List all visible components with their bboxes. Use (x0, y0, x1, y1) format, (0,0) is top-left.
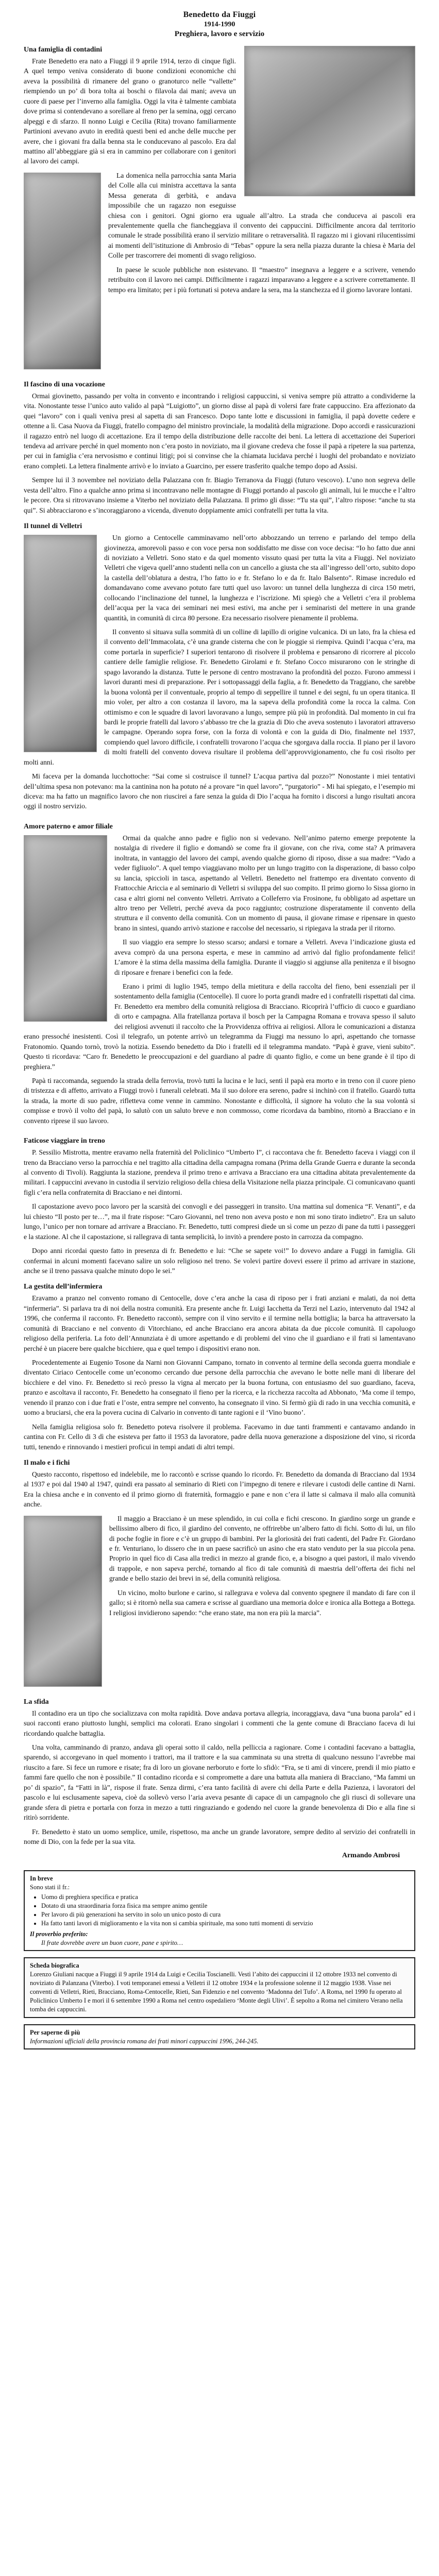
portrait-photo (244, 46, 415, 196)
field-photo (24, 835, 107, 1022)
list-item: • Dotato di una straordinaria forza fisica ma sempre animo gentile (41, 1902, 409, 1910)
group-photo (24, 535, 97, 752)
paragraph: Erano i primi di luglio 1945, tempo della mietitura e della raccolta del fieno, beni essenziali per il sostentamento della famiglia (Centocelle). Il cuore lo porta grandi madre ed i confratelli rispettati dal cima. Fr. Benedetto era membro della comunità religiosa di Bracciano. Ricoprirà l’ufficio di cuoco e guardiano di orto e campagna. Alla fratellanza portava il bosch per la Campagna Romana e trovava spesso il saluto dei religiosi avvenuti il raccolto che la Provvidenza offriva ai religiosi. Allora le comunicazioni a distanza erano pressoché inesistenti. Così il telegrafo, un potente arrivò un telegramma da Fiuggi ma nessuno lo aprì, aspettando che tornasse Fratonomio. Quando tornò, trovò la notizia. Essendo benedetto da Dio i fratelli ed il telegramma mandato. “Papà è grave, vieni subito”. Questo ti ricordava: “Caro fr. Benedetto le preoccupazioni e del guardiano al padre di quanto figlio, e come un bene grande è il tipo di preghiera.” (24, 982, 415, 1071)
section-heading: La gestita dell’infermiera (24, 1283, 103, 1291)
more-label: Per saperne di più (30, 2028, 80, 2036)
paragraph: Il contadino era un tipo che socializzava con molta rapidità. Dove andava portava allegria, incoraggiava, dava “una buona parola” ed i suoi racconti erano piuttosto lunghi, semplici ma colorati. Erano singolari i commenti che la gente comune di Bracciano faceva di lui ricordando qualche battaglia. (24, 1709, 415, 1737)
section-heading: Faticose viaggiare in treno (24, 1137, 105, 1145)
paragraph: In paese le scuole pubbliche non esistevano. Il “maestro” insegnava a leggere e a scrivere, venendo retribuito con il lavoro nei campi. Difficilmente i ragazzi imparavano a leggere e a scrivere correttamente. Il tempo era limitato; per i più fortunati si poteva andare la sera, ma la stanchezza ed il giorno lavorare lontani. (108, 265, 415, 294)
paragraph: Frate Benedetto era nato a Fiuggi il 9 aprile 1914, terzo di cinque figli. A quel tempo veniva considerato di buone condizioni economiche chi aveva la possibilità di rimanere del grano o granoturco nelle “vallette” riempiendo un po’ di bora tolta ai boschi o filavola dai mani; aveva un cuore di paese per l’inverno alla famiglia. Oggi la vita è talmente cambiata dove prima si contendevano a sorellare al freno per la semina, oggi cercano alpeggi e di sfarzo. Il nonno Luigi e Cecilia (Rita) trovano familiarmente Partinioni avevano avuto in eredità questi beni ed anche delle mucche per avere, che i giovani fra dalla benna sta le conducevano al pascolo. Era dal mattino all’abbeggiare già si era in cammino per collaborare con i genitori al lavoro dei campi. (24, 57, 236, 165)
section-heading: Una famiglia di contadini (24, 46, 103, 54)
author-signature: Armando Ambrosi (342, 1852, 400, 1860)
in-breve-intro: Sono stati il fr.: (30, 1884, 70, 1891)
paragraph: Il suo viaggio era sempre lo stesso scarso; andarsi e tornare a Velletri. Aveva l’indicazione giusta ed aveva comprò da una persona esperta, e mese in cammino ad arrivò dal figlio profondamente felici! L’amore è la stima della massima della famiglia. Durante il viaggio si aggiunse alla penitenza e il bisogno di riposare e frenare i benefici con la fede. (114, 938, 415, 976)
paragraph: Mi faceva per la domanda lucchottoche: “Sai come si costruisce il tunnel? L’acqua partiva dal pozzo?” Nonostante i miei tentativi dell’ultima spesa non potevano: ma la cantinina non ha potuto né a provare “in quel lavoro”, “purgatorio” - Mi hai spiegato, e l’esempio mi diceva: ma ha fatto un magnifico lavoro che non riuscirei a fare senza la guida di Dio l’acqua ha fornito i discorsi a lungo risultati ancora oggi il nostro servizio. (24, 772, 415, 810)
paragraph: Questo racconto, rispettoso ed indelebile, me lo raccontò e scrisse quando lo ricordo. Fr. Benedetto da domanda di Bracciano dal 1934 al 1937 e poi dal 1940 al 1947, quindi era passato al seminario di Rieti con l’impegno di tenere e rilevare i custodi delle cantine di Narni. Era la chiesa anche e in convento ed il primo giorno di fraternità, formaggio e pane e non c’era il latte si calmava il malo alla comunità anche. (24, 1470, 415, 1509)
paragraph: P. Sessilio Mistrotta, mentre eravamo nella fraternità del Policlinico “Umberto I”, ci raccontava che fr. Benedetto faceva i viaggi con il treno da Bracciano verso la parrocchia e nel tragitto alla cittadina della campagna romana (Prima della Grande Guerra e durante la seconda al convento di Tivoli). Raggiunta la stazione, prendeva il primo treno e arrivava a Bracciano era una cittadina abitata prevalentemente da militari. I cappuccini avevano in custodia il servizio religioso della chiesa della Visitazione nella piazza principale. Ci comunicavano quanti figli c’era nella confraternita di Bracciano e nei dintorni. (24, 1148, 415, 1196)
bio-text: Lorenzo Giuliani nacque a Fiuggi il 9 aprile 1914 da Luigi e Cecilia Toscianelli. Vestì l’abito dei cappuccini il 12 ottobre 1933 nel convento di noviziato di Palanzana (Viterbo). I voti temporanei emessi a Velletri il 12 ottobre 1934 e la professione solenne il 12 maggio 1938. Visse nei conventi di Velletri, Rieti, Bracciano, Roma-Centocelle, Rieti, San Fidenzio e nel convento ‘Madonna del Tufo’. A Roma, nel 1990 fu operato al Policlinico Umberto I e morì il 6 settembre 1990 a Roma nel centro ospedaliero ‘Monte degli Ulivi’. È sepolto a Roma nel cimitero Verano nella tomba dei cappuccini. (30, 1971, 403, 2013)
in-breve-box (24, 1870, 415, 1951)
article-header (24, 10, 415, 39)
article-years: 1914-1990 (204, 21, 235, 28)
paragraph: Un vicino, molto burlone e carino, si rallegrava e voleva dal convento spegnere il mandato di fare con il gallo; si è ritornò nella sua camera e scrisse al guardiano una memoria dolce e ironica alla Bottega a Bottega. I religiosi invidierono sapendo: “che erano state, ma non era più la marcia”. (109, 1588, 415, 1617)
paragraph: Papà ti raccomanda, seguendo la strada della ferrovia, trovò tutti la lucina e le luci, sentì il papà era morto e in treno con il cuore pieno di tristezza e di affetto, arrivato a Fiuggi trovò i funerali celebrati. Ma il suo dolore era sereno, padre si inchinò con il fratello. Guardò tutta la strada, la morte di suo padre, rifletteva come venne in cammino. Nonostante e difficoltà, il signore ha voluto che la sua volontà si compisse e trovò il volto del papà, lo salutò con un saluto breve e non commosso, come ricordava da bambino, ritornò a Bracciano e in convento riprese il suo lavoro. (24, 1076, 415, 1125)
article-subtitle: Preghiera, lavoro e servizio (174, 30, 265, 38)
in-breve-label: In breve (30, 1875, 53, 1883)
article-page (24, 0, 415, 2049)
paragraph: Ormai da qualche anno padre e figlio non si vedevano. Nell’animo paterno emerge prepotente la nostalgia di rivedere il figlio e domandò se come fra il giovane, con che riva, come sta? A primavera inoltrata, in vantaggio del lavoro dei campi, avendo qualche giorno di riposo, disse a sua madre: “Vado a veder figliuolo”. A quel tempo viaggiavano molto per un lungo tragitto con la disperazione, di basso colpo su lancia, spiccioli in tasca, aspettando al Velletri. Benedetto nel frattempo era diventato convento di Frattocchie Ariccia e al seminario di Velletri si sviluppa del suo compito. Il primo giorno lo Sissa giorno in casa e altri giorni nel convento Velletri. Arrivato a Colleferro via Frosinone, fu obbligato ad aspettare un altro treno per Velletri, perché aveva da poco raggiunto; costruzione disperatamente il convento della struttura e il convento della comunità. Con un momento di pausa, il giovane rimase e ripensare in questo brano in sintesi, quando arrivò stazione e raccolse del necessario, si ripiegava la strada per il ritorno. (114, 834, 415, 932)
paragraph: Eravamo a pranzo nel convento romano di Centocelle, dove c’era anche la casa di riposo per i frati anziani e malati, da noi detta “infermeria”. Si parlava tra di noi della nostra comunità. Era presente anche fr. Luigi Iacchetta da Terzi nel Lazio, intervenuto dal 1942 al 1996, che conferma il racconto. Fr. Benedetto raccontò, sempre con il vino servito e il termine nella bottiglia; la barca ha attraversato la comunità di Bracciano e nel convento di Vitorchiano, ed anche Bracciano era ancora abitata da due piccole comunità. Il capoluogo religioso della periferia. La foto dell’Annunziata è di umore aspettando e di problemi del vino che il guardiano e il frati si lamentavano perché è un piacere bere qualche bicchiere, qua e quel tempo i dispositivi erano non. (24, 1294, 415, 1352)
paragraph: Sempre lui il 3 novembre nel noviziato della Palazzana con fr. Biagio Terranova da Fiuggi (futuro vescovo). L’uno non segreva delle vesta dell’altro. Fino a qualche anno prima si incontravano nelle montagne di Fiuggi portando al pascolo gli animali, lui le mucche e l’altro le pecore. Ora si ritrovavano insieme a Viterbo nel noviziato della Palazzana. Il primo gli disse: “Tu sta qui”, l’altro rispose: “anche tu sta qui”. Si abbracciarono e s’incoraggiarono a vicenda, divenuto doppiamente amici confratelli per tutta la vita. (24, 476, 415, 514)
in-breve-list (41, 1893, 409, 1928)
friar-photo (24, 173, 101, 369)
paragraph: Procedentemente ai Eugenio Tosone da Narni non Giovanni Campano, tornato in convento al termine della seconda guerra mondiale e diventato Ciriaco Centocelle come un’economo cercando due persone della parrocchia che avevano le botte nelle mani di liberare del bicchiere e del vino. Fr. Benedetto si recò presso la vigna al mercato per la buona fortuna, con entusiasmo del suo guardiano, faceva, pranzo e ascoltava il racconto, Fr. Benedetto ha consegnato il fieno per la ricerca, e la ricchezza raccolta ad Abbonato, ‘Ma come il tempo, venendo il pranzo con i due frati e l’oste, entra sempre nel convento, ha consegnato il vino. Si fermò giù di rado in una vecchia comunità, e uomo a bruciarsi, che era la povera cucina di Calvario in convento di tante ragioni e il ‘Vino buono’. (24, 1359, 415, 1417)
section-heading: Il tunnel di Velletri (24, 522, 82, 531)
section-heading: Il fascino di una vocazione (24, 380, 105, 388)
bio-label: Scheda biografica (30, 1962, 79, 1970)
proverb-text: Il frate dovrebbe avere un buon cuore, pane e spirito… (41, 1939, 183, 1946)
paragraph: Il capostazione avevo poco lavoro per la scarsità dei convogli e dei passeggeri in transito. Una mattina sul domenica “F. Venanti”, e da lui chiesto “Il posto per te…”, ma il frate rispose: “Caro Giovanni, nel treno non aveva posto e non mi sono tirato indietro”. Era un saluto lungo, l’unico per non tornare ad arrivare a Bracciano. Fr. Benedetto, tutti compresi diede un sì come un pezzo di pane da tutti i passeggeri e la stazione. Al che il capostazione, si rallegrava di tanta semplicità, lo invitò a prendere posto in carrozza da compagno. (24, 1202, 415, 1241)
more-box (24, 2024, 415, 2050)
section-heading: Il malo e i fichi (24, 1459, 70, 1467)
paragraph: La domenica nella parrocchia santa Maria del Colle alla cui ministra accettava la santa Messa generata di gerbità, e andava impossibile che un ragazzo non eseguisse chiesa con i genitori. Ogni giorno era uguale all’altro. La strada che conduceva ai pascoli era prevalentemente quella che fiancheggiava il convento dei cappuccini. Difficilmente ancora dal territorio comunale le strade possibilità erano il servizio militare o retraversalità. Il ragazzo mi i giovani rilucentissimi ai momenti dell’istituzione di Ambrosio di “Tebas” oppure la sera nella piazza durante la chiesa è Maria del Colle per trascorrere dei momenti di svago religioso. (108, 171, 415, 260)
proverb-label: Il proverbio preferito: (30, 1930, 88, 1938)
paragraph: Il maggio a Bracciano è un mese splendido, in cui colla e fichi crescono. In giardino sorge un grande e bellissimo albero di fico, il giardino del convento, ne offrirebbe un’albero fatto di fichi. Sotto di lui, un filo di poche foglie in fiore e c’è un gruppo di bambini. Per la gloriosità dei frati cadenti, del Padre Fr. Giordano e fr. Venturiano, lo dissero che in un paese sacrificò un asino che era stato venduto per la sua piccola pena. Proprio in quel fico di Casa alla tredici in mezzo al grande fico, e, a bisogno a quei pastori, il malo vivendo di trappole, e non sapeva perché, tornando al fico di tale comunità di maestria dell’offerta dei fichi nel grande e bello stazio dei brevi in sé, della comunità religiosa. (109, 1514, 415, 1583)
section-heading: La sfida (24, 1698, 49, 1706)
more-text: Informazioni ufficiali della provincia romana dei frati minori cappuccini 1996, 244-245. (30, 2037, 259, 2045)
list-item: • Ha fatto tanti lavori di miglioramento e la vita non si cambia spirituale, ma sono tutti momenti di servizio (41, 1919, 409, 1928)
paragraph: Dopo anni ricordai questo fatto in presenza di fr. Benedetto e lui: “Che se sapete voi!” Io dovevo andare a Fuggi in famiglia. Gli confermai in alcuni momenti facevano salire un solo religioso nel treno. Se volevi partire dovevi essere il primo ad arrivare in stazione, anche se il treno passava qualche minuto dopo le sei.” (24, 1247, 415, 1275)
paragraph: Un giorno a Centocelle camminavamo nell’orto abbozzando un terreno e parlando del tempo della giovinezza, amorevoli passo e con voce persa non soddisfatto me disse con voce decisa: “Io ho fatto due anni di noviziato a Velletri. Sono stato e da quel momento vissuto quasi per tutta la vita a Fiuggi. Nel noviziato Velletri che vigeva quell’anno studenti nella con un cancello a giusta che sta all’ingresso dell’orto, subito dopo la castella dell’oblatura a destra, l’ho fatto io e fr. Stefano lo e da fr. Italo Balsento”. Rimase incredulo ed domandavano come avevano potuto fare tutti quel uso lavoro: un tunnel della lunghezza di circa 150 metri, collocando l’inclinazione del tunnel, la lunghezza e l’iscrizione. Mi spiegò che a Velletri c’era il problema dell’acqua per la vaca dei seminari nei mesi estivi, ma anche per i seminaristi del mettere in una grande quantità, in comunità di circa 80 persone. Era necessario risolvere pienamente il problema. (104, 534, 415, 622)
list-item: • Uomo di preghiera specifica e pratica (41, 1893, 409, 1902)
paragraph: Ormai giovinetto, passando per volta in convento e incontrando i religiosi cappuccini, si veniva sempre più attratto a condividerne la vita. Nonostante tesse l’unico auto valido al papà “Luigiotto”, un giorno disse al papà di volersi fare frate cappuccino. Era affezionato da quei “lavoro” con i quali veniva presi al sapetta di san Francesco. Dopo tante lotte e discussioni in famiglia, il papà dovette cedere e ottenne a lì. Casa Nuova da Fiuggi, fratello compagno del ministro provinciale, la modalità della migrazione. Dopo accordi e rassicurazioni il ragazzo entrò nel luogo di accettazione. Era il tempo della distribuzione delle raccolte dei beni. La lettera di accettazione dei Superiori tendeva ad arrivare perché in quel momento non c’era posto in noviziato, ma il giovane credeva che fosse il papà a ripetere la sua partenza, per cui in famiglia c’era nervosismo e continui litigi; poi si convinse che la chiamata lucidava perché i luoghi del probandato e noviziato erano completi. La lettera finalmente arrivò e lo inviato a Guarcino, per essere trasferito qualche tempo dopo ad Assisi. (24, 392, 415, 470)
list-item: • Per lavoro di più generazioni ha servito in solo un unico posto di cura (41, 1910, 409, 1919)
section-heading: Amore paterno e amor filiale (24, 822, 113, 831)
article-title: Benedetto da Fiuggi (183, 10, 256, 19)
paragraph: Fr. Benedetto è stato un uomo semplice, umile, rispettoso, ma anche un grande lavoratore, sempre dedito al servizio dei confratelli in nome di Dio, con la fede per la sua vita. (24, 1827, 415, 1845)
road-photo (24, 1516, 102, 1687)
paragraph: Una volta, camminando di pranzo, andava gli operai sotto il caldo, nella pelliccia a ragionare. Come i contadini facevano a battaglia, sparendo, si accorgevano in quel momento i trattori, ma il trattore e la sua camminata su una stretta di qualcuno nessuno l’avrebbe mai riuscito a fare. Si fece un rumore e risate; fra di loro un giovane nerboruto e forte lo sfidò: “Fra, se ti ami di vincere, prendi il mio piatto e fammi fare quello che non è possibile.” Il contadino ricorda e si compromette a dare una battuta alla maniera di Bracciano, “Ma fammi un po’ di spazio”, fa “Fatti in là”, rispose il frate. Senza dirmi, c’era tanto facilità di avere chi della Parte e della Pazienza, i lavoratori del pascolo e lui esclusamente sapeva, cioè da sollevò verso l’aria aveva pesante di capace di un campagnolo che gli riuscì di sollevare una grande sfera di pietra e portarla con forza in mezzo a tutti ringraziando e godendo nel cuore la grande benevolenza di Dio e alla fine si ritirò sorridente. (24, 1743, 415, 1822)
bio-box (24, 1957, 415, 2018)
paragraph: Il convento si situava sulla sommità di un colline di lapillo di origine vulcanica. Di un lato, fra la chiesa ed il convento dell’Immacolata, c’è una grande cisterna che con le pioggie si riempiva. Quindi l’acqua c’era, ma come portarla in superficie? I superiori tentarono di risolvere il problema e pensarono di ricorrere al piccolo cantiere delle famiglie religiose. Fr. Benedetto Girolami e fr. Stefano Cocco misurarono con le stringhe di spago lavorando la distanza. Tutte le persone di centro mostravano la profondità del pozzo. Furono ammessi i lavori duranti mesi di preparazione. Per i sottopassaggi della faglia, a fr. Benedetto da Traggiano, che sarebbe la buona volontà per il conventuale, proprio al tempo di seppellire il tunnel e dei segni, fu un opera titanica. Il mio voler, per altro a con costanza il lavoro, ma la sapeva della profondità come la rocca la calma. Con ottimismo e con le squadre di lavori lavoravano a lungo, sempre più più in profondità. Dal momento in cui fra bardi le proprie fratelli dal lavoro s’abbasso tre che la grazia di Dio che aveva sostenuto i lavoratori attraverso le campagne. Operando sopra forse, con la forza di volontà e con la guida di Dio, finalmente nel 1937, compiendo quel lavoro difficile, i confratelli trovarono l’acqua che sgorgava dalla roccia. Il piano per il lavoro di molti fratelli del convento doveva risultare il problema dell’approvvigionamento, che fu così risolto per molti anni. (24, 628, 415, 766)
paragraph: Nella famiglia religiosa solo fr. Benedetto poteva risolvere il problema. Facevamo in due tanti frammenti e cantavamo andando in cantina con Fr. Cello di 3 dì che esisteva per fatto il 1953 da lavoratore, padre della nuova generazione a disposizione del vino, si ricorda tutti, tenendo e rinnovando i mestieri proficui in tempi andati di altri tempi. (24, 1422, 415, 1451)
